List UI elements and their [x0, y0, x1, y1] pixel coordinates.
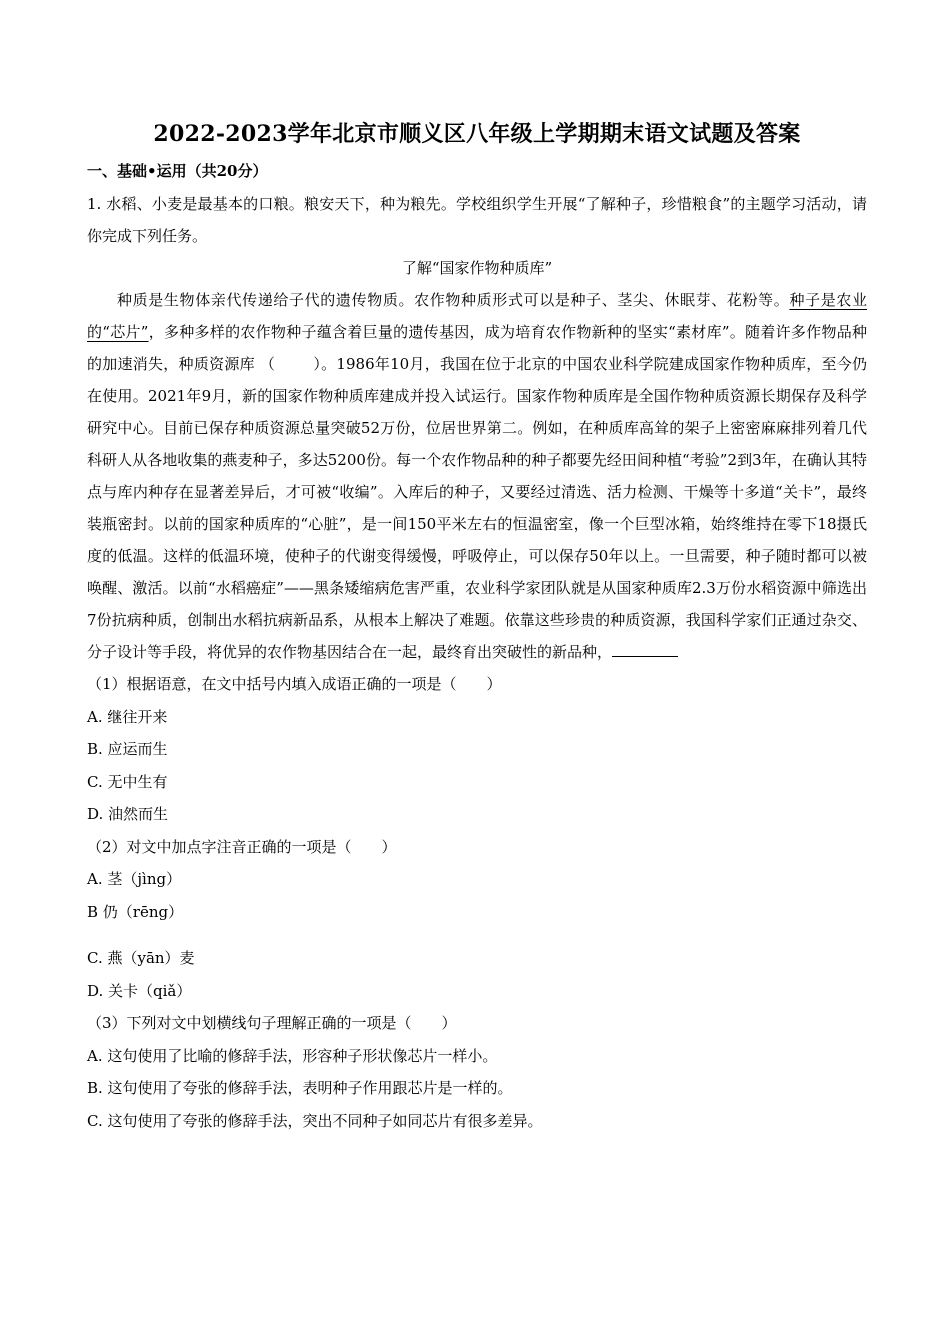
- option-a: A. 这句使用了比喻的修辞手法，形容种子形状像芯片一样小。: [87, 1046, 498, 1065]
- passage-part-2: ，多种多样的农作物种子蕴含着巨量的遗传基因，成为培育农作物新种的坚实“素材库”。随着许多作物品种的加速消失，种质资源库 （: [87, 323, 868, 373]
- option-b: B. 应运而生: [87, 740, 168, 758]
- passage-title: 了解“国家作物种质库”: [401, 259, 553, 277]
- option-c: C. 无中生有: [87, 772, 168, 791]
- option-a: A. 继往开来: [87, 707, 168, 726]
- passage-body: [87, 284, 867, 668]
- question-1-1: [87, 668, 867, 831]
- option-d: D. 关卡（qiǎ）: [87, 981, 192, 1000]
- option-d: D. 油然而生: [87, 805, 169, 823]
- question-1-3: [87, 1007, 867, 1137]
- document-page: [87, 118, 867, 1137]
- question-stem: （2）对文中加点字注音正确的一项是（ ）: [87, 837, 397, 856]
- option-c: C. 燕（yān）麦: [87, 949, 195, 967]
- question-stem: （1）根据语意，在文中括号内填入成语正确的一项是（ ）: [87, 675, 502, 693]
- question-1-2: [87, 831, 867, 1008]
- option-a: A. 茎（jìng）: [87, 870, 182, 888]
- question-stem: （3）下列对文中划横线句子理解正确的一项是（ ）: [87, 1014, 457, 1032]
- question-1-intro: 1. 水稻、小麦是最基本的口粮。粮安天下，种为粮先。学校组织学生开展“了解种子，珍惜粮食”的主题学习活动，请你完成下列任务。: [87, 195, 867, 245]
- option-b: B 仍（rēng）: [87, 902, 184, 921]
- spacer: [87, 928, 867, 942]
- answer-blank-line: [612, 642, 678, 657]
- section-heading: 一、基础•运用（共20分）: [87, 162, 268, 180]
- passage-part-1: 种质是生物体亲代传递给子代的遗传物质。农作物种质形式可以是种子、茎尖、休眠芽、花粉等。: [117, 291, 790, 309]
- option-b: B. 这句使用了夸张的修辞手法，表明种子作用跟芯片是一样的。: [87, 1079, 513, 1097]
- passage-part-3: ）。1986年10月，我国在位于北京的中国农业科学院建成国家作物种质库，至今仍在使用。2021年9月，新的国家作物种质库建成并投入试运行。国家作物种质库是全国作物种质资源长期保存及科学研究中心。目前已保存种质资源总量突破52万份，位居世界第二。例如，在种质库高耸的架子上密密麻麻排列着几代科研人从各地收集的燕麦种子，多达5200份。每一个农作物品种的种子都要先经田间种植“考验”2到3年，在确认其特点与库内种存在显著差异后，才可被“收编”。入库后的种子，又要经过清选、活力检测、干燥等十多道“关卡”，最终装瓶密封。以前的国家种质库的“心脏”，是一间150平米左右的恒温密室，像一个巨型冰箱，始终维持在零下18摄氏度的低温。这样的低温环境，使种子的代谢变得缓慢，呼吸停止，可以保存50年以上。一旦需要，种子随时都可以被唤醒、激活。以前“水稻癌症”——黑条矮缩病危害严重，农业科学家团队就是从国家种质库2.3万份水稻资源中筛选出7份抗病种质，创制出水稻抗病新品系，从根本上解决了难题。依靠这些珍贵的种质资源，我国科学家们正通过杂交、分子设计等手段，将优异的农作物基因结合在一起，最终育出突破性的新品种，: [87, 355, 868, 661]
- document-title: 2022-2023学年北京市顺义区八年级上学期期末语文试题及答案: [153, 121, 801, 147]
- underlined-sentence: 种子是农业的“芯片”: [87, 291, 867, 341]
- option-c: C. 这句使用了夸张的修辞手法，突出不同种子如同芯片有很多差异。: [87, 1111, 543, 1130]
